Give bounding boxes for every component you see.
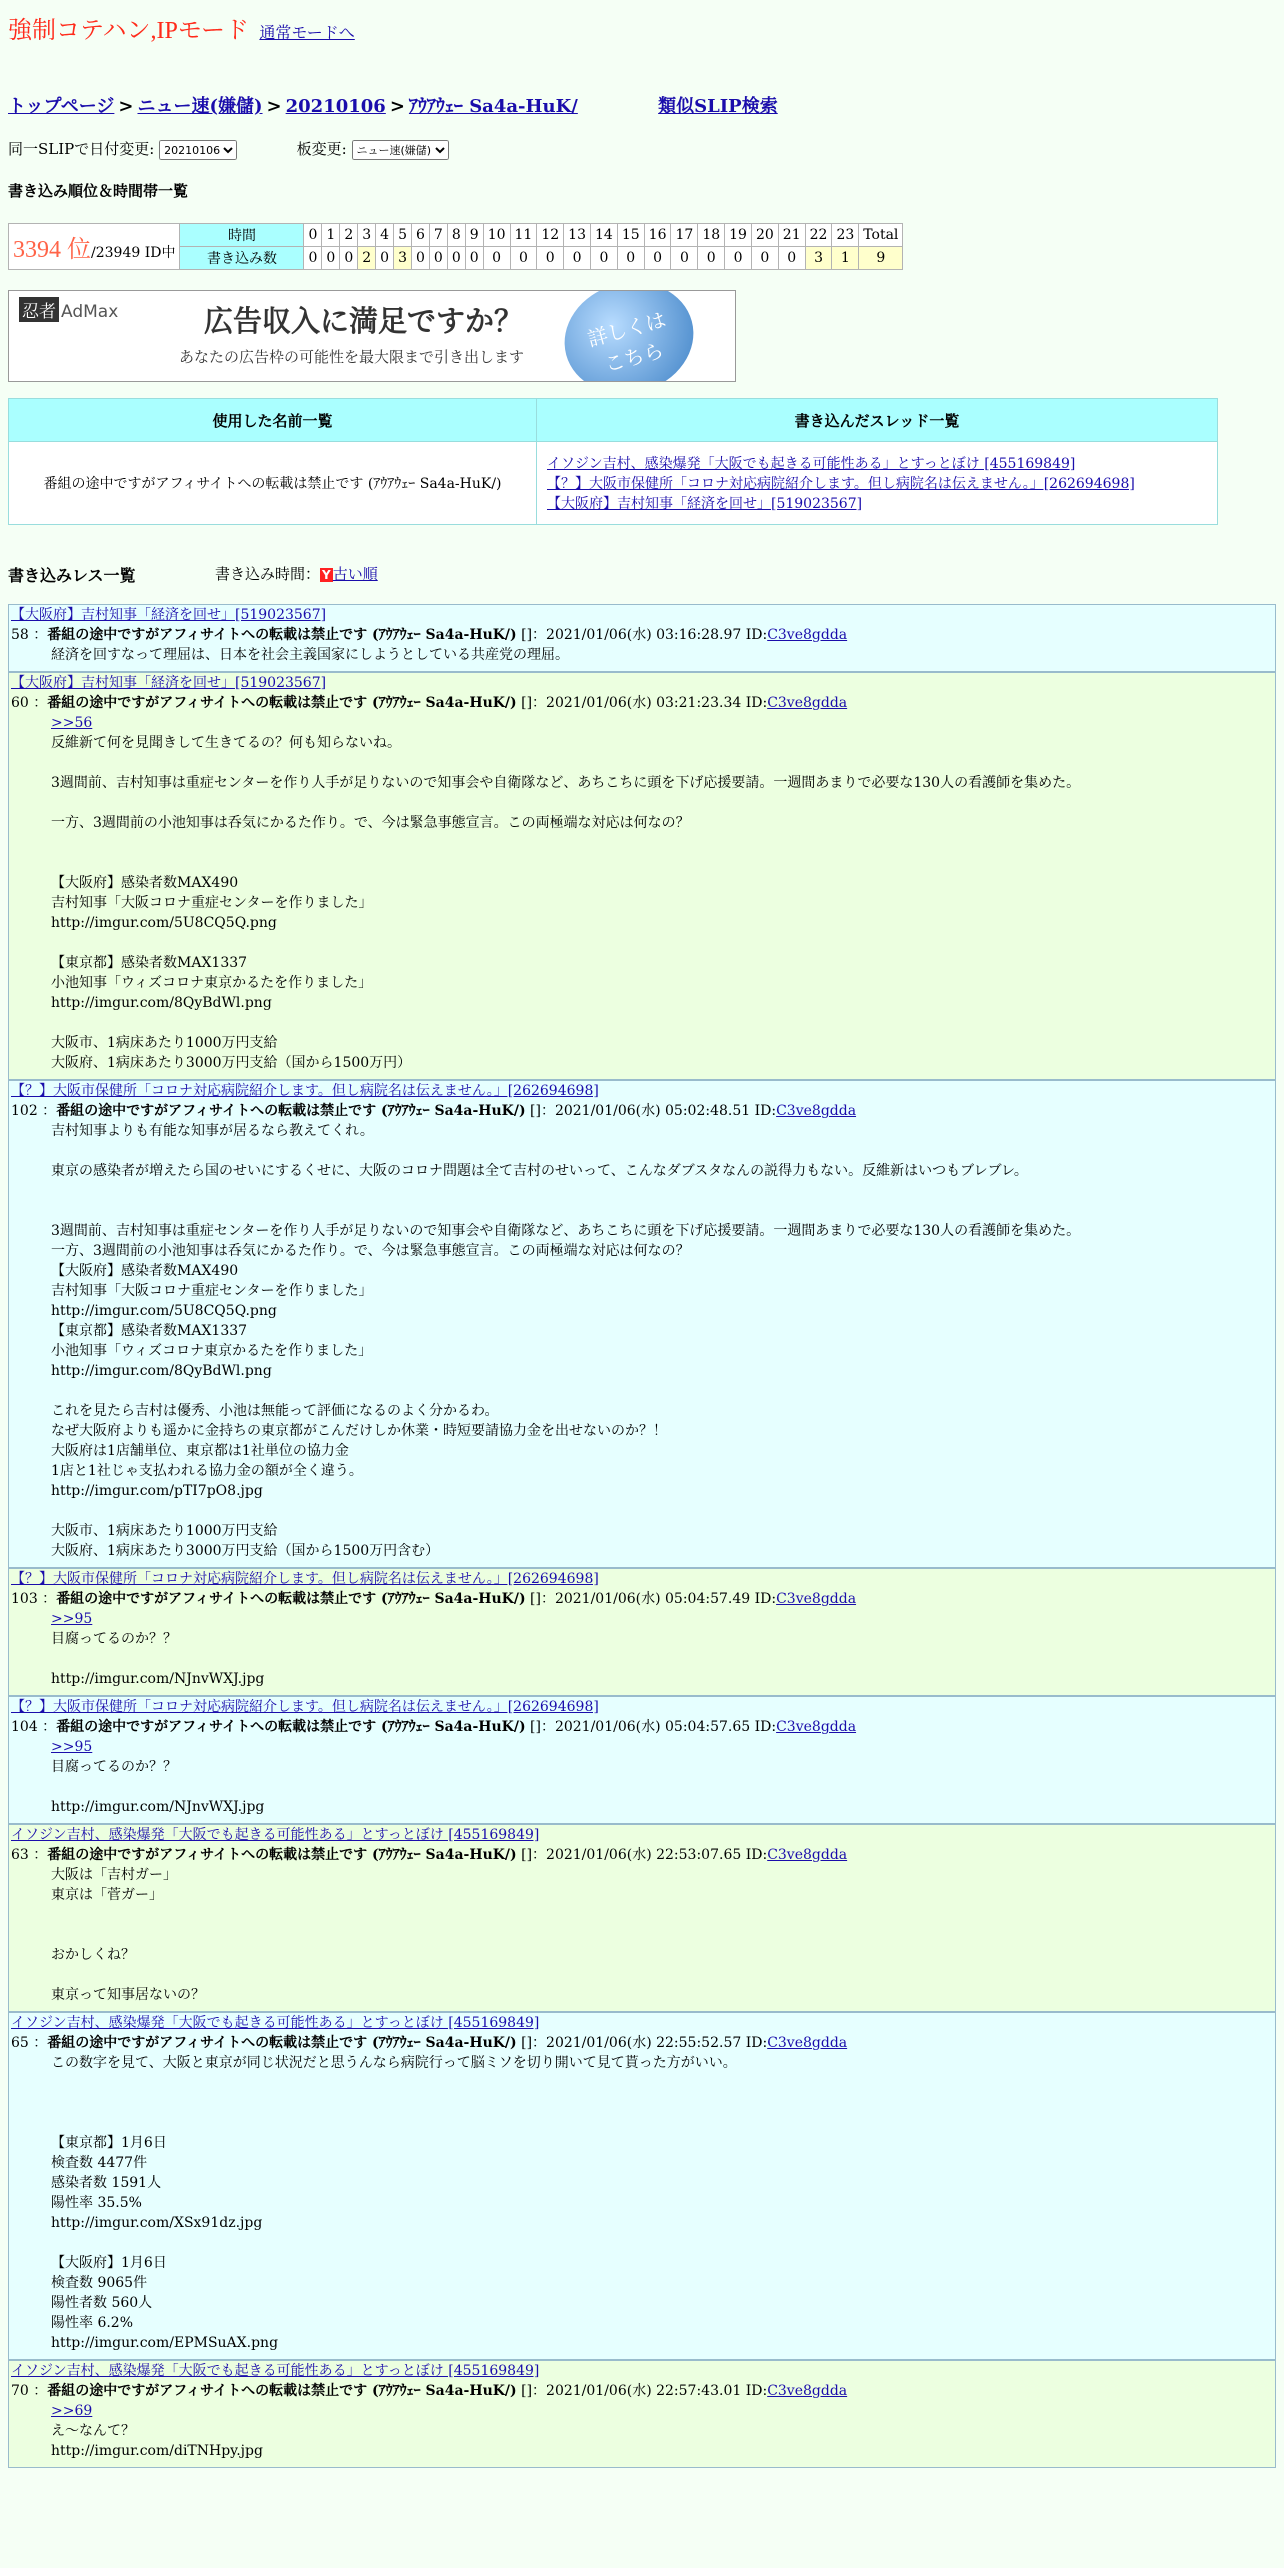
post-body: 目腐ってるのか？？ http://imgur.com/NJnvWXJ.jpg [51,1759,265,1815]
hour-header-cell: 15 [617,224,644,247]
post-author: 番組の途中ですがアフィサイトへの転載は禁止です (ｱｳｱｳｪｰ Sa4a-HuK/) [47,627,517,643]
post-date: []：2021/01/06(水) 05:02:48.51 ID: [530,1103,777,1119]
hour-count-cell: 0 [340,247,358,270]
breadcrumb-slip[interactable]: ｱｳｱｳｪｰ Sa4a-HuK/ [408,96,578,117]
hour-header-cell: 22 [805,224,832,247]
breadcrumb-board[interactable]: ニュー速(嫌儲) [137,96,263,117]
hour-count-cell: 3 [805,247,832,270]
post-body: 大阪は「吉村ガー」 東京は「菅ガー」 おかしくね？ 東京って知事居ないの？ [51,1867,205,2003]
post-thread-link[interactable]: イソジン吉村、感染爆発「大阪でも起きる可能性ある」とすっとぼけ [455169849] [11,2015,540,2031]
post-meta: 65 ：番組の途中ですがアフィサイトへの転載は禁止です (ｱｳｱｳｪｰ Sa4a-HuK/) []：2021/01/06(水) 22:55:52.57 ID:C3ve8gdda [11,2035,848,2051]
post-id-link[interactable]: C3ve8gdda [767,627,848,643]
hour-count-cell: 0 [537,247,564,270]
reply-anchor-link[interactable]: >>95 [51,1739,93,1755]
breadcrumb [8,92,778,118]
ad-details-button[interactable]: 詳しくは こちら [552,290,706,382]
post-number: 102 [11,1103,38,1119]
hour-header-cell: 18 [698,224,725,247]
hour-count-cell: 0 [412,247,430,270]
hour-header-cell: 13 [564,224,591,247]
post-item [8,672,1276,1080]
date-change-label: 同一SLIPで日付変更: [8,140,155,158]
reply-anchor-link[interactable]: >>95 [51,1611,93,1627]
post-meta: 60 ：番組の途中ですがアフィサイトへの転載は禁止です (ｱｳｱｳｪｰ Sa4a-HuK/) []：2021/01/06(水) 03:21:23.34 ID:C3ve8gdda [11,695,848,711]
hour-header-cell: 16 [644,224,671,247]
reply-anchor-link[interactable]: >>56 [51,715,93,731]
rank-position: 3394 位 [13,237,91,263]
post-number: 103 [11,1591,38,1607]
hour-count-cell: 0 [304,247,322,270]
hour-count-cell: 0 [510,247,537,270]
page-header [8,10,355,45]
post-date: []：2021/01/06(水) 03:21:23.34 ID: [521,695,768,711]
hour-count-cell: 0 [322,247,340,270]
post-item [8,2360,1276,2468]
admax-logo: 忍者 AdMax [19,297,118,322]
breadcrumb-separator: > [118,96,134,117]
post-date: []：2021/01/06(水) 03:16:28.97 ID: [521,627,768,643]
post-list [8,604,1276,2468]
hour-header-cell: 21 [778,224,805,247]
post-id-link[interactable]: C3ve8gdda [767,2035,848,2051]
ad-headline: 広告収入に満足ですか？ [204,304,524,338]
post-author: 番組の途中ですがアフィサイトへの転載は禁止です (ｱｳｱｳｪｰ Sa4a-HuK/) [56,1719,526,1735]
hour-count-cell: 0 [751,247,778,270]
post-body: 経済を回すなって理屈は、日本を社会主義国家にしようとしている共産党の理屈。 [51,647,569,663]
post-item [8,1824,1276,2012]
hour-count-cell: 0 [778,247,805,270]
hour-header-cell: 10 [483,224,510,247]
change-selectors [8,138,449,160]
post-item [8,2012,1276,2360]
board-select[interactable] [352,140,449,160]
post-meta: 103 ：番組の途中ですがアフィサイトへの転載は禁止です (ｱｳｱｳｪｰ Sa4a-HuK/) []：2021/01/06(水) 05:04:57.49 ID:C3ve8gdda [11,1591,857,1607]
thread-link[interactable]: 【大阪府】吉村知事「経済を回せ」[519023567] [547,496,863,512]
hour-count-cell: 0 [671,247,698,270]
hour-header-cell: 2 [340,224,358,247]
hour-header-cell: 23 [832,224,859,247]
post-number: 65 [11,2035,29,2051]
hour-count-cell: 0 [483,247,510,270]
post-number: 104 [11,1719,38,1735]
hour-count-cell: 0 [447,247,465,270]
hour-count-cell: 0 [698,247,725,270]
breadcrumb-separator: > [389,96,405,117]
date-select[interactable] [159,140,237,160]
hour-count-cell: 9 [859,247,903,270]
post-meta: 102 ：番組の途中ですがアフィサイトへの転載は禁止です (ｱｳｱｳｪｰ Sa4a-HuK/) []：2021/01/06(水) 05:02:48.51 ID:C3ve8gdda [11,1103,857,1119]
hour-count-cell: 0 [725,247,752,270]
hour-count-cell: 0 [617,247,644,270]
normal-mode-link[interactable]: 通常モードへ [259,23,355,42]
post-meta: 70 ：番組の途中ですがアフィサイトへの転載は禁止です (ｱｳｱｳｪｰ Sa4a-HuK/) []：2021/01/06(水) 22:57:43.01 ID:C3ve8gdda [11,2383,848,2399]
post-item [8,1080,1276,1568]
board-change-label: 板変更: [296,140,347,158]
post-id-link[interactable]: C3ve8gdda [767,2383,848,2399]
post-id-link[interactable]: C3ve8gdda [776,1103,857,1119]
hour-count-cell: 2 [358,247,376,270]
post-number: 63 [11,1847,29,1863]
hour-count-cell: 0 [591,247,618,270]
time-header: 時間 [180,224,304,247]
post-date: []：2021/01/06(水) 22:55:52.57 ID: [521,2035,768,2051]
sort-control [215,563,378,584]
post-item [8,1696,1276,1824]
thread-list [537,442,1218,525]
post-body: 反維新て何を見聞きして生きてるの？何も知らないね。 3週間前、吉村知事は重症センターを作り人手が足りないので知事会や自衛隊など、あちこちに頭を下げ応援要請。一週間あまりで必要な130人の看護師を集めた。 一方、3週間前の小池知事は呑気にかるた作り。で、今は緊急事態宣言。この両極端な対応は何なの？ 【大阪府】感染者数MAX490 吉村知事「大阪コロナ重症センターを作りました」 http://imgur.com/5U8CQ5Q.png 【東京都】感染者数MAX1337 小池知事「ウィズコロナ東京かるたを作りました」 http://imgur.com/8QyBdWl.png 大阪市、1病床あたり1000万円支給 大阪府、1病床あたり3000万円支給（国から1500万円） [51,735,1081,1071]
hour-header-cell: 0 [304,224,322,247]
hour-header-cell: 8 [447,224,465,247]
rank-position-cell [9,224,180,270]
hour-count-cell: 0 [376,247,394,270]
used-name: 番組の途中ですがアフィサイトへの転載は禁止です (ｱｳｱｳｪｰ Sa4a-HuK/) [9,442,537,525]
post-author: 番組の途中ですがアフィサイトへの転載は禁止です (ｱｳｱｳｪｰ Sa4a-HuK/) [47,1847,517,1863]
post-date: []：2021/01/06(水) 22:53:07.65 ID: [521,1847,768,1863]
hour-header-cell: 19 [725,224,752,247]
post-id-link[interactable]: C3ve8gdda [776,1719,857,1735]
hour-count-cell: 0 [564,247,591,270]
names-column-header: 使用した名前一覧 [9,399,537,442]
hour-header-cell: 7 [429,224,447,247]
post-body: この数字を見て、大阪と東京が同じ状況だと思うんなら病院行って脳ミソを切り開いて見て貰った方がいい。 【東京都】1月6日 検査数 4477件 感染者数 1591人 陽性率 35.5% http://imgur.com/XSx91dz.jpg 【大阪府】1月6日 検査数 9065件 陽性者数 560人 陽性率 6.2% http://imgur.com/EPMSuAX.png [51,2055,737,2351]
post-author: 番組の途中ですがアフィサイトへの転載は禁止です (ｱｳｱｳｪｰ Sa4a-HuK/) [47,695,517,711]
post-id-link[interactable]: C3ve8gdda [767,1847,848,1863]
hour-header-cell: 5 [394,224,412,247]
post-date: []：2021/01/06(水) 05:04:57.65 ID: [530,1719,777,1735]
site-title: 強制コテハン,IPモード [8,18,249,44]
post-id-link[interactable]: C3ve8gdda [767,695,848,711]
hour-header-cell: 11 [510,224,537,247]
hour-count-cell: 0 [429,247,447,270]
post-number: 58 [11,627,29,643]
post-author: 番組の途中ですがアフィサイトへの転載は禁止です (ｱｳｱｳｪｰ Sa4a-HuK/) [56,1591,526,1607]
thread-link[interactable]: イソジン吉村、感染爆発「大阪でも起きる可能性ある」とすっとぼけ [455169849] [547,456,1076,472]
post-thread-link[interactable]: イソジン吉村、感染爆発「大阪でも起きる可能性ある」とすっとぼけ [455169849] [11,2363,540,2379]
reply-anchor-link[interactable]: >>69 [51,2403,93,2419]
post-date: []：2021/01/06(水) 05:04:57.49 ID: [530,1591,777,1607]
hour-header-cell: 6 [412,224,430,247]
hour-count-cell: 3 [394,247,412,270]
hour-header-cell: 17 [671,224,698,247]
sort-oldest-link[interactable]: 古い順 [332,565,378,583]
post-thread-link[interactable]: 【？】大阪市保健所「コロナ対応病院紹介します。但し病院名は伝えません。」[262694698] [11,1571,599,1587]
post-date: []：2021/01/06(水) 22:57:43.01 ID: [521,2383,768,2399]
hour-header-cell: Total [859,224,903,247]
post-body: え～なんて？ http://imgur.com/diTNHpy.jpg [51,2423,263,2459]
post-body: 吉村知事よりも有能な知事が居るなら教えてくれ。 東京の感染者が増えたら国のせいにするくせに、大阪のコロナ問題は全て吉村のせいって、こんなダブスタなんの説得力もない。反維新はいつもブレブレ。 3週間前、吉村知事は重症センターを作り人手が足りないので知事会や自衛隊など、あちこちに頭を下げ応援要請。一週間あまりで必要な130人の看護師を集めた。 一方、3週間前の小池知事は呑気にかるた作り。で、今は緊急事態宣言。この両極端な対応は何なの？ 【大阪府】感染者数MAX490 吉村知事「大阪コロナ重症センターを作りました」 http://imgur.com/5U8CQ5Q.png 【東京都】感染者数MAX1337 小池知事「ウィズコロナ東京かるたを作りました」 http://imgur.com/8QyBdWl.png これを見たら吉村は優秀、小池は無能って評価になるのよく分かるわ。 なぜ大阪府よりも遥かに金持ちの東京都がこんだけしか休業・時短要請協力金を出せないのか？！ 大阪府は1店舗単位、東京都は1社単位の協力金 1店と1社じゃ支払われる協力金の額が全く違う。 http://imgur.com/pTI7pO8.jpg 大阪市、1病床あたり1000万円支給 大阪府、1病床あたり3000万円支給（国から1500万円含む） [51,1123,1081,1559]
thread-link[interactable]: 【？】大阪市保健所「コロナ対応病院紹介します。但し病院名は伝えません。」[262694698] [547,476,1135,492]
sort-label: 書き込み時間： [215,565,321,583]
post-item [8,604,1276,672]
post-number: 70 [11,2383,29,2399]
post-thread-link[interactable]: 【大阪府】吉村知事「経済を回せ」[519023567] [11,607,327,623]
post-item [8,1568,1276,1696]
hour-header-cell: 20 [751,224,778,247]
post-thread-link[interactable]: 【大阪府】吉村知事「経済を回せ」[519023567] [11,675,327,691]
post-meta: 104 ：番組の途中ですがアフィサイトへの転載は禁止です (ｱｳｱｳｪｰ Sa4a-HuK/) []：2021/01/06(水) 05:04:57.65 ID:C3ve8gdda [11,1719,857,1735]
post-id-link[interactable]: C3ve8gdda [776,1591,857,1607]
post-author: 番組の途中ですがアフィサイトへの転載は禁止です (ｱｳｱｳｪｰ Sa4a-HuK/) [56,1103,526,1119]
post-thread-link[interactable]: イソジン吉村、感染爆発「大阪でも起きる可能性ある」とすっとぼけ [455169849] [11,1827,540,1843]
hour-header-cell: 1 [322,224,340,247]
hour-header-cell: 12 [537,224,564,247]
breadcrumb-top[interactable]: トップページ [8,96,115,117]
ranking-section-title: 書き込み順位＆時間帯一覧 [8,182,189,200]
hour-count-cell: 1 [832,247,859,270]
threads-column-header: 書き込んだスレッド一覧 [537,399,1218,442]
hour-header-cell: 9 [465,224,483,247]
rank-total: /23949 ID中 [91,245,176,261]
post-meta: 63 ：番組の途中ですがアフィサイトへの転載は禁止です (ｱｳｱｳｪｰ Sa4a-HuK/) []：2021/01/06(水) 22:53:07.65 ID:C3ve8gdda [11,1847,848,1863]
post-meta: 58 ：番組の途中ですがアフィサイトへの転載は禁止です (ｱｳｱｳｪｰ Sa4a-HuK/) []：2021/01/06(水) 03:16:28.97 ID:C3ve8gdda [11,627,848,643]
ad-subtext: あなたの広告枠の可能性を最大限まで引き出します [179,348,525,366]
hour-header-cell: 4 [376,224,394,247]
responses-title: 書き込みレス一覧 [8,566,136,585]
hour-count-cell: 0 [644,247,671,270]
ranking-table [8,223,903,270]
post-body: 目腐ってるのか？？ http://imgur.com/NJnvWXJ.jpg [51,1631,265,1687]
post-thread-link[interactable]: 【？】大阪市保健所「コロナ対応病院紹介します。但し病院名は伝えません。」[262694698] [11,1699,599,1715]
post-author: 番組の途中ですがアフィサイトへの転載は禁止です (ｱｳｱｳｪｰ Sa4a-HuK/) [47,2383,517,2399]
count-header: 書き込み数 [180,247,304,270]
post-number: 60 [11,695,29,711]
names-threads-table [8,398,1218,525]
post-thread-link[interactable]: 【？】大阪市保健所「コロナ対応病院紹介します。但し病院名は伝えません。」[262694698] [11,1083,599,1099]
sort-arrow-icon: Y [322,568,331,582]
similar-slip-search-link[interactable]: 類似SLIP検索 [658,96,778,117]
breadcrumb-date[interactable]: 20210106 [285,96,386,117]
post-author: 番組の途中ですがアフィサイトへの転載は禁止です (ｱｳｱｳｪｰ Sa4a-HuK/) [47,2035,517,2051]
admax-banner[interactable] [8,290,736,382]
breadcrumb-separator: > [266,96,282,117]
hour-header-cell: 14 [591,224,618,247]
hour-header-cell: 3 [358,224,376,247]
hour-count-cell: 0 [465,247,483,270]
